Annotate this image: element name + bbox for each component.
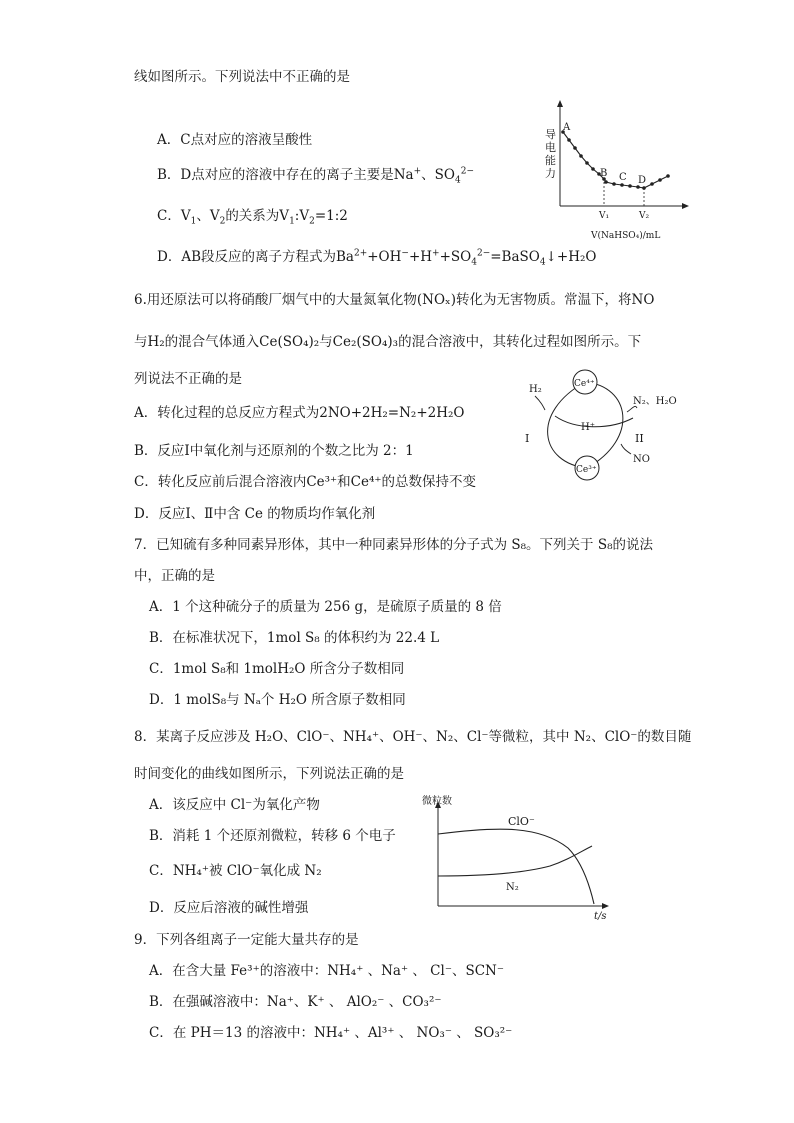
q5-option-c: C．$V_1$、$V_2$的关系为$V_1:V_2=1:2$ — [157, 208, 348, 227]
q5-ylabel-4: 力 — [545, 167, 556, 180]
q9-option-b: B．在强碱溶液中：Na⁺、K⁺ 、 AlO₂⁻ 、CO₃²⁻ — [149, 994, 442, 1010]
q7-option-d: D．1 molS₈与 Nₐ个 H₂O 所含原子数相同 — [149, 692, 406, 708]
q7-option-a: A．1 个这种硫分子的质量为 256 g，是硫原子质量的 8 倍 — [149, 599, 502, 615]
q8-option-c: C．NH₄⁺被 ClO⁻氧化成 N₂ — [149, 863, 322, 879]
q6-cycle-diagram — [515, 368, 690, 488]
q9-stem: 9．下列各组离子一定能大量共存的是 — [134, 932, 359, 948]
q5-ylabel-3: 能 — [545, 154, 556, 167]
q5-v1-label: V₁ — [599, 211, 610, 221]
q6-stem-1: 6.用还原法可以将硝酸厂烟气中的大量氮氧化物(NOₓ)转化为无害物质。常温下，将NO — [134, 292, 655, 308]
q5-xlabel: V(NaHSO₄)/mL — [591, 231, 661, 241]
q9-option-a: A．在含大量 Fe³⁺的溶液中：NH₄⁺ 、Na⁺ 、 Cl⁻、SCN⁻ — [149, 963, 504, 979]
q7-stem-2: 中，正确的是 — [134, 568, 215, 584]
q6-h2-label: H₂ — [529, 384, 542, 395]
q6-ce4-label: Ce⁴⁺ — [574, 379, 595, 389]
q8-xlabel: t/s — [594, 911, 607, 920]
q7-option-c: C．1mol S₈和 1molH₂O 所含分子数相同 — [149, 661, 405, 677]
q5-curve-dots — [561, 130, 670, 190]
q6-ce3-label: Ce³⁺ — [576, 465, 597, 475]
q8-ylabel: 微粒数 — [422, 796, 452, 807]
q5-point-b: B — [600, 168, 608, 179]
q5-option-d: D．AB段反应的离子方程式为$Ba^{2+}+OH^-+H^++SO_4^{2-}=BaSO_4↓+H_2O$ — [157, 248, 597, 268]
q6-reaction-2: II — [635, 432, 644, 445]
q8-option-d: D．反应后溶液的碱性增强 — [149, 900, 309, 916]
q6-hplus-label: H⁺ — [581, 422, 595, 433]
q6-no-label: NO — [633, 454, 650, 465]
q6-reaction-1: I — [525, 432, 530, 445]
q8-x-arrow — [602, 903, 609, 909]
q5-x-arrow — [682, 203, 689, 209]
q7-stem-1: 7．已知硫有多种同素异形体，其中一种同素异形体的分子式为 S₈。下列关于 S₈的说法 — [134, 537, 653, 553]
q6-option-c: C．转化反应前后混合溶液内Ce³⁺和Ce⁴⁺的总数保持不变 — [134, 474, 477, 490]
q8-n2-curve — [438, 846, 592, 876]
q8-clo-label: ClO⁻ — [508, 815, 535, 828]
q5-point-a: A — [563, 122, 571, 133]
q7-option-b: B．在标准状况下，1mol S₈ 的体积约为 22.4 L — [149, 630, 440, 646]
q5-curve — [563, 132, 668, 188]
q6-products-label: N₂、H₂O — [633, 396, 677, 407]
q6-option-d: D．反应Ⅰ、Ⅱ中含 Ce 的物质均作氧化剂 — [134, 506, 376, 522]
q6-option-a: A．转化过程的总反应方程式为2NO+2H₂=N₂+2H₂O — [134, 405, 465, 421]
q9-option-c: C．在 PH＝13 的溶液中：NH₄⁺ 、Al³⁺ 、 NO₃⁻ 、 SO₃²⁻ — [149, 1025, 513, 1041]
q6-stem-3: 列说法不正确的是 — [134, 371, 242, 387]
q6-h2-arrow — [535, 396, 545, 410]
q6-option-b: B．反应Ⅰ中氧化剂与还原剂的个数之比为 2：1 — [134, 443, 414, 459]
q8-stem-1: 8．某离子反应涉及 H₂O、ClO⁻、NH₄⁺、OH⁻、N₂、Cl⁻等微粒，其中 N₂、ClO⁻的数目随 — [134, 729, 692, 745]
q5-y-arrow — [557, 100, 563, 107]
q8-stem-2: 时间变化的曲线如图所示，下列说法正确的是 — [134, 766, 404, 782]
q6-stem-2: 与H₂的混合气体通入Ce(SO₄)₂与Ce₂(SO₄)₃的混合溶液中，其转化过程如图所示。下 — [134, 334, 642, 350]
q5-intro: 线如图所示。下列说法中不正确的是 — [134, 69, 350, 85]
q5-conductivity-graph — [538, 96, 698, 246]
q8-option-a: A．该反应中 Cl⁻为氧化产物 — [149, 797, 320, 813]
q5-ylabel-2: 电 — [545, 141, 556, 154]
q8-option-b: B．消耗 1 个还原剂微粒，转移 6 个电子 — [149, 828, 396, 844]
q5-point-c: C — [619, 172, 627, 183]
q8-n2-label: N₂ — [506, 882, 519, 893]
q6-no-arrow — [621, 444, 631, 454]
q5-v2-label: V₂ — [639, 211, 650, 221]
q5-option-b: B．D点对应的溶液中存在的离子主要是Na+、$SO_4^{2-}$ — [157, 166, 474, 186]
q8-particle-graph — [420, 792, 620, 920]
q5-ylabel-1: 导 — [545, 128, 556, 141]
q6-products-arrow — [627, 406, 637, 412]
q5-option-a: A．C点对应的溶液呈酸性 — [157, 132, 313, 148]
q5-point-d: D — [638, 175, 647, 186]
